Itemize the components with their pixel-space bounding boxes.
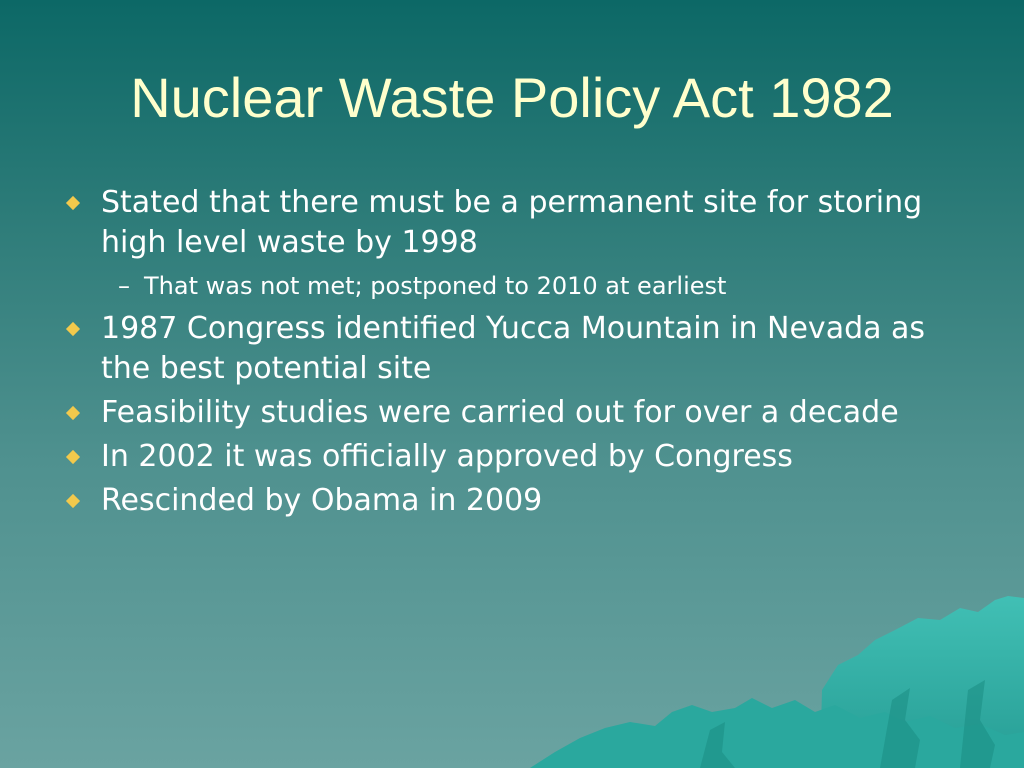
sub-bullet-text: That was not met; postponed to 2010 at earliest — [144, 272, 727, 300]
bullet-item — [60, 393, 970, 433]
bullet-item — [60, 309, 970, 389]
bullet-list — [60, 183, 970, 525]
diamond-bullet-icon — [66, 494, 80, 508]
bullet-text: Rescinded by Obama in 2009 — [101, 483, 543, 518]
diamond-bullet-icon — [66, 450, 80, 464]
diamond-bullet-icon — [66, 322, 80, 336]
dash-marker: – — [118, 272, 130, 300]
mountain-shading — [700, 680, 995, 768]
mountain-front-ridge — [530, 698, 1024, 768]
bullet-text: Feasibility studies were carried out for over a decade — [101, 395, 899, 430]
bullet-item — [60, 481, 970, 521]
bullet-text: In 2002 it was officially approved by Congress — [101, 439, 793, 474]
bullet-text: Stated that there must be a permanent site for storing high level waste by 1998 — [101, 185, 923, 260]
sub-bullet-item — [60, 267, 970, 305]
mountain-back-ridge — [820, 596, 1024, 768]
bullet-item — [60, 437, 970, 477]
diamond-bullet-icon — [66, 406, 80, 420]
diamond-bullet-icon — [66, 196, 80, 210]
bullet-item — [60, 183, 970, 263]
bullet-text: 1987 Congress identified Yucca Mountain in Nevada as the best potential site — [101, 311, 926, 386]
slide-title: Nuclear Waste Policy Act 1982 — [130, 66, 894, 129]
